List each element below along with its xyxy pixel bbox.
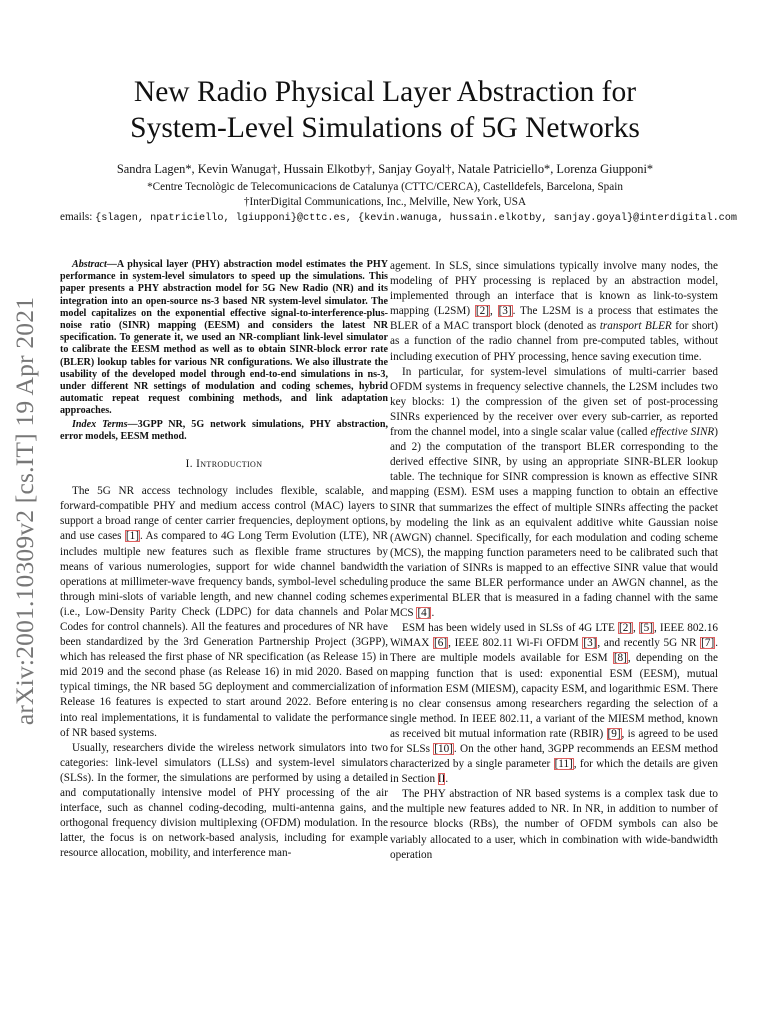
citation-link[interactable]: [9] [607, 727, 621, 740]
emails-label: emails: [60, 211, 93, 223]
citation-link[interactable]: [7] [701, 637, 715, 650]
paragraph-text: The 5G NR access technology includes flexible, scalable, and forward-compatible PHY and medium access control (MAC) layers to support a broad range of center carrier frequencies, deployment options, and use cases [60, 485, 388, 543]
citation-link[interactable]: [11] [554, 758, 573, 771]
paragraph-text: ESM has been widely used in SLSs of 4G LTE [402, 622, 618, 635]
citation-link[interactable]: [3] [583, 637, 597, 650]
citation-link[interactable]: [8] [613, 652, 627, 665]
citation-link[interactable]: [6] [434, 637, 448, 650]
paragraph-text: , IEEE 802.11 Wi-Fi OFDM [448, 637, 583, 650]
left-column [60, 259, 388, 861]
paper-title [60, 74, 710, 146]
citation-link[interactable]: [5] [639, 622, 653, 635]
author-list: Sandra Lagen*, Kevin Wanuga†, Hussain Elkotby†, Sanjay Goyal†, Natale Patriciello*, Lorenza Giupponi* [116, 162, 654, 176]
abstract-text: —A physical layer (PHY) abstraction model estimates the PHY performance in system-level simulators to speed up the simulations. This paper presents a PHY abstraction model for 5G New Radio (NR) and its integration into an open-source ns-3 based NR system-level simulator. The model capitalizes on the exponential effective signal-to-interference-plus-noise ratio (SINR) mapping (EESM) and considers the latest NR specification. To generate it, we used an NR-compliant link-level simulator to calibrate the EESM method as well as to obtain SINR-block error rate (BLER) lookup tables for various NR configurations. We also illustrate the usability of the developed model through end-to-end simulations in ns-3, under different NR settings of modulation and coding schemes, hybrid automatic repeat request combining methods, and link adaptation approaches. [60, 259, 388, 417]
paragraph-text: , IEEE 802.16 WiMAX [390, 622, 719, 650]
intro-paragraph-3 [390, 365, 718, 622]
paragraph-text: , is agreed to be used for SLSs [390, 727, 718, 755]
arxiv-stamp [2, 288, 48, 733]
citation-link[interactable]: [10] [434, 743, 453, 755]
intro-paragraph-2-continued [390, 259, 718, 365]
citation-link[interactable]: [4] [417, 607, 431, 620]
paragraph-text: . There are multiple models available for ESM [390, 637, 718, 665]
author-emails [60, 211, 738, 224]
paragraph-text: , and recently 5G NR [597, 637, 701, 650]
index-terms-text: —3GPP NR, 5G network simulations, PHY abstraction, error models, EESM method. [60, 418, 388, 442]
paragraph-text: ) and 2) the computation of the transport BLER corresponding to the derived effective SINR, by using an appropriate SINR-BLER lookup table. The technique for SINR compression is known as effective SINR mapping (ESM). ESM uses a mapping function to obtain an effective SINR that summarizes the effect of multiple SINRs affecting the packet by modeling the link as an equivalent additive white Gaussian noise (AWGN) channel. Specifically, for each modulation and coding scheme (MCS), the mapping function parameters need to be calibrated such that the variation of SINRs is mapped to an effective SINR value that would produce the same BLER performance under an AWGN channel, as the experimental BLER that is measured in a fading channel with the same MCS [390, 426, 718, 620]
paragraph-text: agement. In SLS, since simulations typically involve many nodes, the modeling of PHY processing is replaced by an abstraction model, implemented through an interface that is known as link-to-system mapping (L2SM) [390, 260, 718, 318]
paragraph-text: . On the other hand, 3GPP recommends an EESM method characterized by a single parameter [390, 743, 718, 771]
index-terms-label: Index Terms [72, 418, 128, 430]
paragraph-text: . The L2SM is a process that estimates the BLER of a MAC transport block (denoted as [390, 305, 719, 333]
intro-paragraph-1 [60, 484, 388, 741]
section-heading-introduction [60, 457, 388, 472]
title-line-1: New Radio Physical Layer Abstraction for [133, 76, 637, 108]
title-line-2: System-Level Simulations of 5G Networks [130, 112, 640, 144]
section-reference-link[interactable]: II [437, 773, 446, 786]
paragraph-text: . [431, 607, 435, 620]
citation-link[interactable]: [2] [475, 305, 489, 318]
emphasis-text: transport BLER [599, 320, 672, 333]
intro-paragraph-5: The PHY abstraction of NR based systems is a complex task due to the multiple new features added to NR. In NR, in addition to number of resource blocks (RBs), the number of OFDM symbols can also be variably allocated to a user, which in combination with wide-bandwidth operation [390, 788, 718, 861]
paragraph-text: for short) as a function of the radio channel from pre-computed tables, without including execution of PHY processing, hence saving execution time. [390, 320, 718, 363]
emphasis-text: effective SINR [650, 426, 715, 439]
paragraph-text: . As compared to 4G Long Term Evolution (LTE), NR includes multiple new features such as flexible frame structures by means of various numerologies, support for wide channel bandwidth operations at millimeter-wave frequency bands, symbol-level scheduling through mini-slots of variable length, and new channel coding schemes (i.e., Low-Density Parity Check (LDPC) for data channels and Polar Codes for control channels). All the features and procedures of NR have been standardized by the 3rd Generation Partnership Project (3GPP), which has released the first phase of NR specification (as Release 15) in mid 2019 and the second phase (as Release 16) in mid 2020. Based on typical timings, the NR based 5G deployment and commercialization of Release 16 features is expected to start around 2022. Before entering into real implementations, it is fundamental to validate the performance of NR based systems. [60, 530, 388, 739]
affiliation-cttc: *Centre Tecnològic de Telecomunicacions de Catalunya (CTTC/CERCA), Castelldefels, Barcelona, Spain [147, 181, 623, 193]
abstract-label: Abstract [72, 259, 107, 270]
paragraph-text: , depending on the mapping function that is used: exponential ESM (EESM), mutual information ESM (MIESM), capacity ESM, and logarithmic ESM. There is no clear consensus among researchers regarding the selection of a single method. In IEEE 802.11, a variant of the MIESM method, known as received bit mutual information rate (RBIR) [390, 652, 718, 740]
paragraph-text: In particular, for system-level simulations of multi-carrier based OFDM systems in frequency selective channels, the L2SM includes two key blocks: 1) the compression of the given set of post-processing SINRs experienced by the receiver over every sub-carrier, as reported from the channel model, into a single scalar value (called [390, 365, 718, 439]
paragraph-text: , [489, 305, 498, 318]
section-title: Introduction [196, 458, 263, 471]
paragraph-text: , for which the details are given in Section [390, 758, 718, 786]
abstract [60, 259, 388, 418]
arxiv-stamp-text: arXiv:2001.10309v2 [cs.IT] 19 Apr 2021 [10, 296, 39, 725]
emails-list: {slagen, npatriciello, lgiupponi}@cttc.es, {kevin.wanuga, hussain.elkotby, sanjay.goyal}@interdigital.com [95, 213, 738, 224]
index-terms [60, 419, 388, 443]
paragraph-text: , [633, 622, 639, 635]
citation-link[interactable]: [1] [125, 530, 139, 543]
right-column [390, 259, 718, 863]
section-number: I. [185, 458, 193, 471]
citation-link[interactable]: [3] [498, 305, 512, 318]
intro-paragraph-2: Usually, researchers divide the wireless network simulators into two categories: link-level simulators (LLSs) and system-level simulators (SLSs). In the former, the simulations are performed by using a detailed and computationally intensive model of PHY processing of the air interface, such as channel coding-decoding, multi-antenna gains, and orthogonal frequency division multiplexing (OFDM) modulation. In the latter, the focus is on network-based analysis, including for example resource allocation, mobility, and interference man- [60, 741, 388, 860]
citation-link[interactable]: [2] [618, 622, 633, 635]
intro-paragraph-4 [390, 621, 718, 787]
affiliation-interdigital: †InterDigital Communications, Inc., Melville, New York, USA [243, 196, 527, 208]
paragraph-text: . [445, 773, 449, 786]
